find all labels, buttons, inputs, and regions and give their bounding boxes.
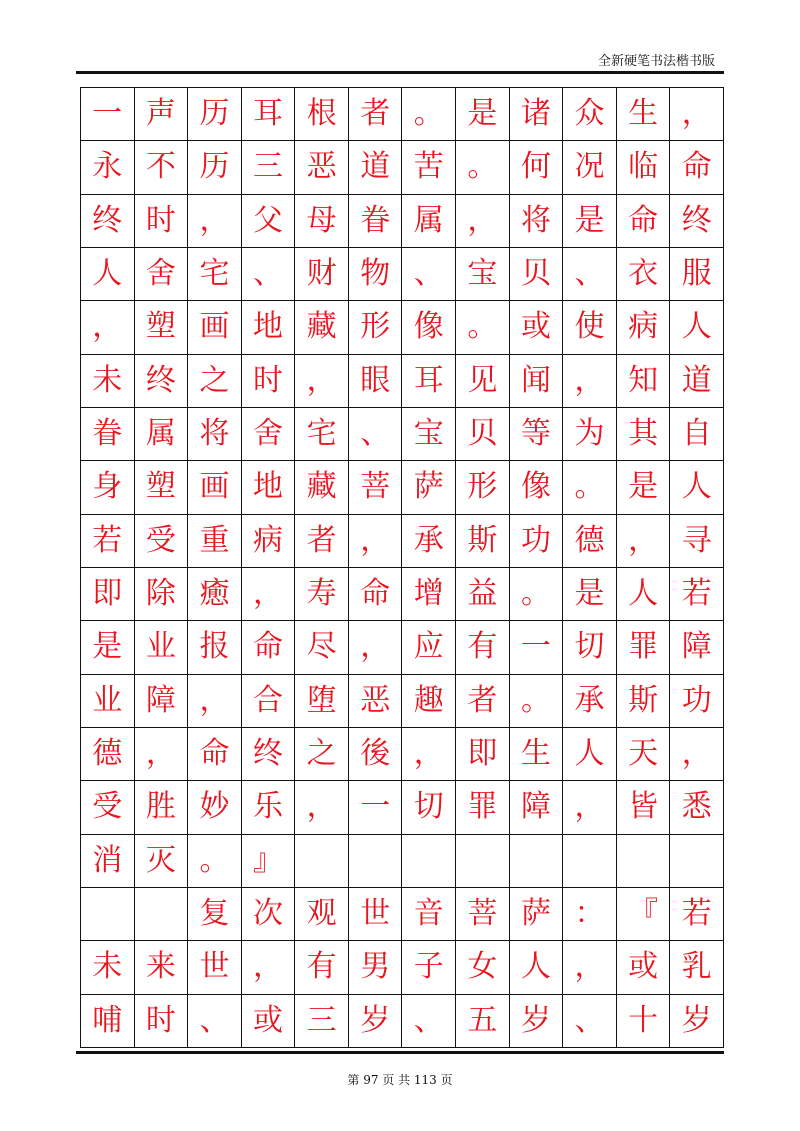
grid-cell: 众: [563, 88, 617, 141]
grid-cell: 。: [563, 461, 617, 514]
grid-cell: 功: [510, 515, 564, 568]
grid-cell: 障: [510, 781, 564, 834]
grid-cell: 重: [188, 515, 242, 568]
grid-cell: ，: [81, 301, 135, 354]
grid-cell: 三: [242, 141, 296, 194]
grid-cell: 者: [295, 515, 349, 568]
grid-cell: 胜: [135, 781, 189, 834]
grid-cell: 将: [188, 408, 242, 461]
grid-cell: 菩: [456, 888, 510, 941]
grid-cell: 斯: [617, 675, 671, 728]
grid-cell: ：: [563, 888, 617, 941]
grid-cell: 寿: [295, 568, 349, 621]
grid-cell: 报: [188, 621, 242, 674]
grid-cell: 业: [135, 621, 189, 674]
grid-cell: 像: [510, 461, 564, 514]
grid-cell: ，: [670, 728, 724, 781]
grid-cell: ，: [670, 88, 724, 141]
grid-cell: 十: [617, 995, 671, 1048]
grid-cell: 或: [617, 941, 671, 994]
grid-cell: 、: [242, 248, 296, 301]
grid-cell: 应: [402, 621, 456, 674]
grid-cell: 业: [81, 675, 135, 728]
grid-cell: 。: [456, 141, 510, 194]
grid-cell: 诸: [510, 88, 564, 141]
grid-cell: 终: [670, 195, 724, 248]
grid-cell: 一: [349, 781, 403, 834]
grid-cell: 眼: [349, 355, 403, 408]
grid-cell: 受: [135, 515, 189, 568]
grid-cell: 恶: [295, 141, 349, 194]
grid-cell: 岁: [510, 995, 564, 1048]
grid-cell: 地: [242, 301, 296, 354]
grid-cell: 眷: [81, 408, 135, 461]
grid-cell: 苦: [402, 141, 456, 194]
grid-cell: ，: [349, 621, 403, 674]
grid-cell: 德: [81, 728, 135, 781]
grid-cell: ，: [349, 515, 403, 568]
grid-cell: ，: [242, 941, 296, 994]
grid-cell: 罪: [456, 781, 510, 834]
grid-cell: 藏: [295, 461, 349, 514]
grid-cell: 音: [402, 888, 456, 941]
grid-cell: 堕: [295, 675, 349, 728]
grid-cell: 病: [617, 301, 671, 354]
grid-cell: 终: [81, 195, 135, 248]
grid-cell: 物: [349, 248, 403, 301]
grid-cell: 母: [295, 195, 349, 248]
grid-cell: 岁: [349, 995, 403, 1048]
grid-cell: 藏: [295, 301, 349, 354]
grid-cell: 天: [617, 728, 671, 781]
grid-cell: ，: [188, 675, 242, 728]
grid-cell: 宝: [456, 248, 510, 301]
grid-cell: 切: [563, 621, 617, 674]
grid-cell: 形: [349, 301, 403, 354]
grid-cell: 未: [81, 941, 135, 994]
grid-cell: 是: [563, 195, 617, 248]
grid-cell: [81, 888, 135, 941]
grid-cell: 合: [242, 675, 296, 728]
grid-cell: 根: [295, 88, 349, 141]
grid-cell: 道: [670, 355, 724, 408]
grid-cell: ，: [456, 195, 510, 248]
grid-cell: 使: [563, 301, 617, 354]
grid-cell: ，: [295, 781, 349, 834]
grid-cell: [402, 835, 456, 888]
grid-cell: 即: [456, 728, 510, 781]
grid-cell: 况: [563, 141, 617, 194]
grid-cell: 声: [135, 88, 189, 141]
grid-cell: ，: [563, 781, 617, 834]
grid-cell: 後: [349, 728, 403, 781]
grid-cell: [135, 888, 189, 941]
grid-cell: 。: [510, 675, 564, 728]
grid-cell: 服: [670, 248, 724, 301]
grid-cell: 历: [188, 141, 242, 194]
grid-cell: ，: [295, 355, 349, 408]
grid-cell: 病: [242, 515, 296, 568]
grid-cell: 永: [81, 141, 135, 194]
grid-cell: 癒: [188, 568, 242, 621]
grid-cell: 塑: [135, 461, 189, 514]
grid-cell: 不: [135, 141, 189, 194]
grid-cell: 有: [456, 621, 510, 674]
grid-cell: 人: [617, 568, 671, 621]
grid-cell: 时: [135, 195, 189, 248]
grid-cell: 画: [188, 461, 242, 514]
grid-cell: 历: [188, 88, 242, 141]
grid-cell: 形: [456, 461, 510, 514]
grid-cell: 世: [188, 941, 242, 994]
grid-cell: 灭: [135, 835, 189, 888]
grid-cell: 萨: [402, 461, 456, 514]
grid-cell: 命: [242, 621, 296, 674]
grid-cell: 人: [563, 728, 617, 781]
grid-cell: 女: [456, 941, 510, 994]
grid-cell: 皆: [617, 781, 671, 834]
grid-cell: 若: [670, 568, 724, 621]
grid-cell: 乐: [242, 781, 296, 834]
grid-cell: 、: [563, 248, 617, 301]
grid-cell: 知: [617, 355, 671, 408]
grid-cell: 之: [188, 355, 242, 408]
grid-cell: [563, 835, 617, 888]
writing-grid: [80, 87, 724, 1048]
grid-cell: 益: [456, 568, 510, 621]
grid-cell: 、: [563, 995, 617, 1048]
footer-rule: [76, 1051, 724, 1054]
grid-cell: 人: [670, 461, 724, 514]
header-title: 全新硬笔书法楷书版: [597, 54, 715, 69]
header-rule: [76, 71, 724, 74]
grid-cell: 贝: [510, 248, 564, 301]
grid-cell: [617, 835, 671, 888]
grid-cell: 五: [456, 995, 510, 1048]
grid-cell: 自: [670, 408, 724, 461]
grid-cell: 人: [81, 248, 135, 301]
grid-cell: 命: [188, 728, 242, 781]
grid-cell: 、: [402, 248, 456, 301]
grid-cell: 未: [81, 355, 135, 408]
grid-cell: 是: [563, 568, 617, 621]
grid-cell: 耳: [242, 88, 296, 141]
grid-cell: 、: [349, 408, 403, 461]
grid-cell: 人: [670, 301, 724, 354]
grid-cell: 衣: [617, 248, 671, 301]
grid-cell: 尽: [295, 621, 349, 674]
grid-cell: 是: [456, 88, 510, 141]
grid-cell: 闻: [510, 355, 564, 408]
grid-cell: 耳: [402, 355, 456, 408]
grid-cell: 宝: [402, 408, 456, 461]
grid-cell: 妙: [188, 781, 242, 834]
grid-cell: 受: [81, 781, 135, 834]
grid-cell: ，: [617, 515, 671, 568]
grid-cell: 寻: [670, 515, 724, 568]
grid-cell: 将: [510, 195, 564, 248]
grid-cell: [295, 835, 349, 888]
grid-cell: 眷: [349, 195, 403, 248]
grid-cell: 命: [670, 141, 724, 194]
grid-cell: 、: [188, 995, 242, 1048]
grid-cell: 次: [242, 888, 296, 941]
grid-cell: 、: [402, 995, 456, 1048]
grid-cell: 财: [295, 248, 349, 301]
grid-cell: 或: [242, 995, 296, 1048]
grid-cell: 。: [510, 568, 564, 621]
page-footer: 第 97 页 共 113 页: [347, 1073, 453, 1087]
grid-cell: [670, 835, 724, 888]
grid-cell: 人: [510, 941, 564, 994]
grid-cell: 萨: [510, 888, 564, 941]
grid-cell: 地: [242, 461, 296, 514]
grid-cell: 增: [402, 568, 456, 621]
grid-cell: 身: [81, 461, 135, 514]
grid-cell: 德: [563, 515, 617, 568]
grid-cell: 若: [670, 888, 724, 941]
grid-cell: 生: [617, 88, 671, 141]
grid-cell: 若: [81, 515, 135, 568]
grid-cell: 为: [563, 408, 617, 461]
grid-cell: 属: [402, 195, 456, 248]
grid-cell: 宅: [188, 248, 242, 301]
grid-cell: 观: [295, 888, 349, 941]
grid-cell: 菩: [349, 461, 403, 514]
grid-cell: ，: [135, 728, 189, 781]
grid-cell: 障: [670, 621, 724, 674]
grid-cell: 一: [510, 621, 564, 674]
grid-cell: 』: [242, 835, 296, 888]
grid-cell: 复: [188, 888, 242, 941]
grid-cell: 舍: [242, 408, 296, 461]
grid-cell: 生: [510, 728, 564, 781]
grid-cell: 承: [402, 515, 456, 568]
grid-cell: 男: [349, 941, 403, 994]
grid-cell: 临: [617, 141, 671, 194]
grid-cell: ，: [563, 355, 617, 408]
grid-cell: 来: [135, 941, 189, 994]
grid-cell: 等: [510, 408, 564, 461]
grid-cell: 罪: [617, 621, 671, 674]
grid-cell: 即: [81, 568, 135, 621]
grid-cell: 斯: [456, 515, 510, 568]
grid-cell: 之: [295, 728, 349, 781]
grid-cell: [456, 835, 510, 888]
grid-cell: 时: [242, 355, 296, 408]
grid-cell: 命: [617, 195, 671, 248]
grid-cell: 岁: [670, 995, 724, 1048]
grid-cell: 父: [242, 195, 296, 248]
grid-cell: 贝: [456, 408, 510, 461]
grid-cell: 或: [510, 301, 564, 354]
grid-cell: 画: [188, 301, 242, 354]
grid-cell: 哺: [81, 995, 135, 1048]
grid-cell: 终: [242, 728, 296, 781]
grid-cell: 切: [402, 781, 456, 834]
grid-cell: [349, 835, 403, 888]
grid-cell: 一: [81, 88, 135, 141]
grid-cell: 悉: [670, 781, 724, 834]
grid-cell: 消: [81, 835, 135, 888]
grid-cell: 世: [349, 888, 403, 941]
grid-cell: 『: [617, 888, 671, 941]
grid-cell: 有: [295, 941, 349, 994]
grid-cell: ，: [402, 728, 456, 781]
grid-cell: 见: [456, 355, 510, 408]
grid-cell: 障: [135, 675, 189, 728]
grid-cell: 。: [456, 301, 510, 354]
grid-cell: 子: [402, 941, 456, 994]
grid-cell: 是: [81, 621, 135, 674]
grid-cell: 像: [402, 301, 456, 354]
grid-cell: 何: [510, 141, 564, 194]
grid-cell: 者: [349, 88, 403, 141]
grid-cell: 恶: [349, 675, 403, 728]
grid-cell: 。: [188, 835, 242, 888]
grid-cell: 时: [135, 995, 189, 1048]
grid-cell: 趣: [402, 675, 456, 728]
grid-cell: 道: [349, 141, 403, 194]
grid-cell: 宅: [295, 408, 349, 461]
grid-cell: 乳: [670, 941, 724, 994]
grid-cell: 承: [563, 675, 617, 728]
grid-cell: ，: [242, 568, 296, 621]
grid-cell: ，: [563, 941, 617, 994]
grid-cell: [510, 835, 564, 888]
grid-cell: 者: [456, 675, 510, 728]
grid-cell: 终: [135, 355, 189, 408]
grid-cell: 属: [135, 408, 189, 461]
grid-cell: ，: [188, 195, 242, 248]
grid-cell: 其: [617, 408, 671, 461]
grid-cell: 功: [670, 675, 724, 728]
grid-cell: 是: [617, 461, 671, 514]
grid-cell: 三: [295, 995, 349, 1048]
grid-cell: 命: [349, 568, 403, 621]
grid-cell: 除: [135, 568, 189, 621]
grid-cell: 。: [402, 88, 456, 141]
grid-cell: 舍: [135, 248, 189, 301]
grid-cell: 塑: [135, 301, 189, 354]
